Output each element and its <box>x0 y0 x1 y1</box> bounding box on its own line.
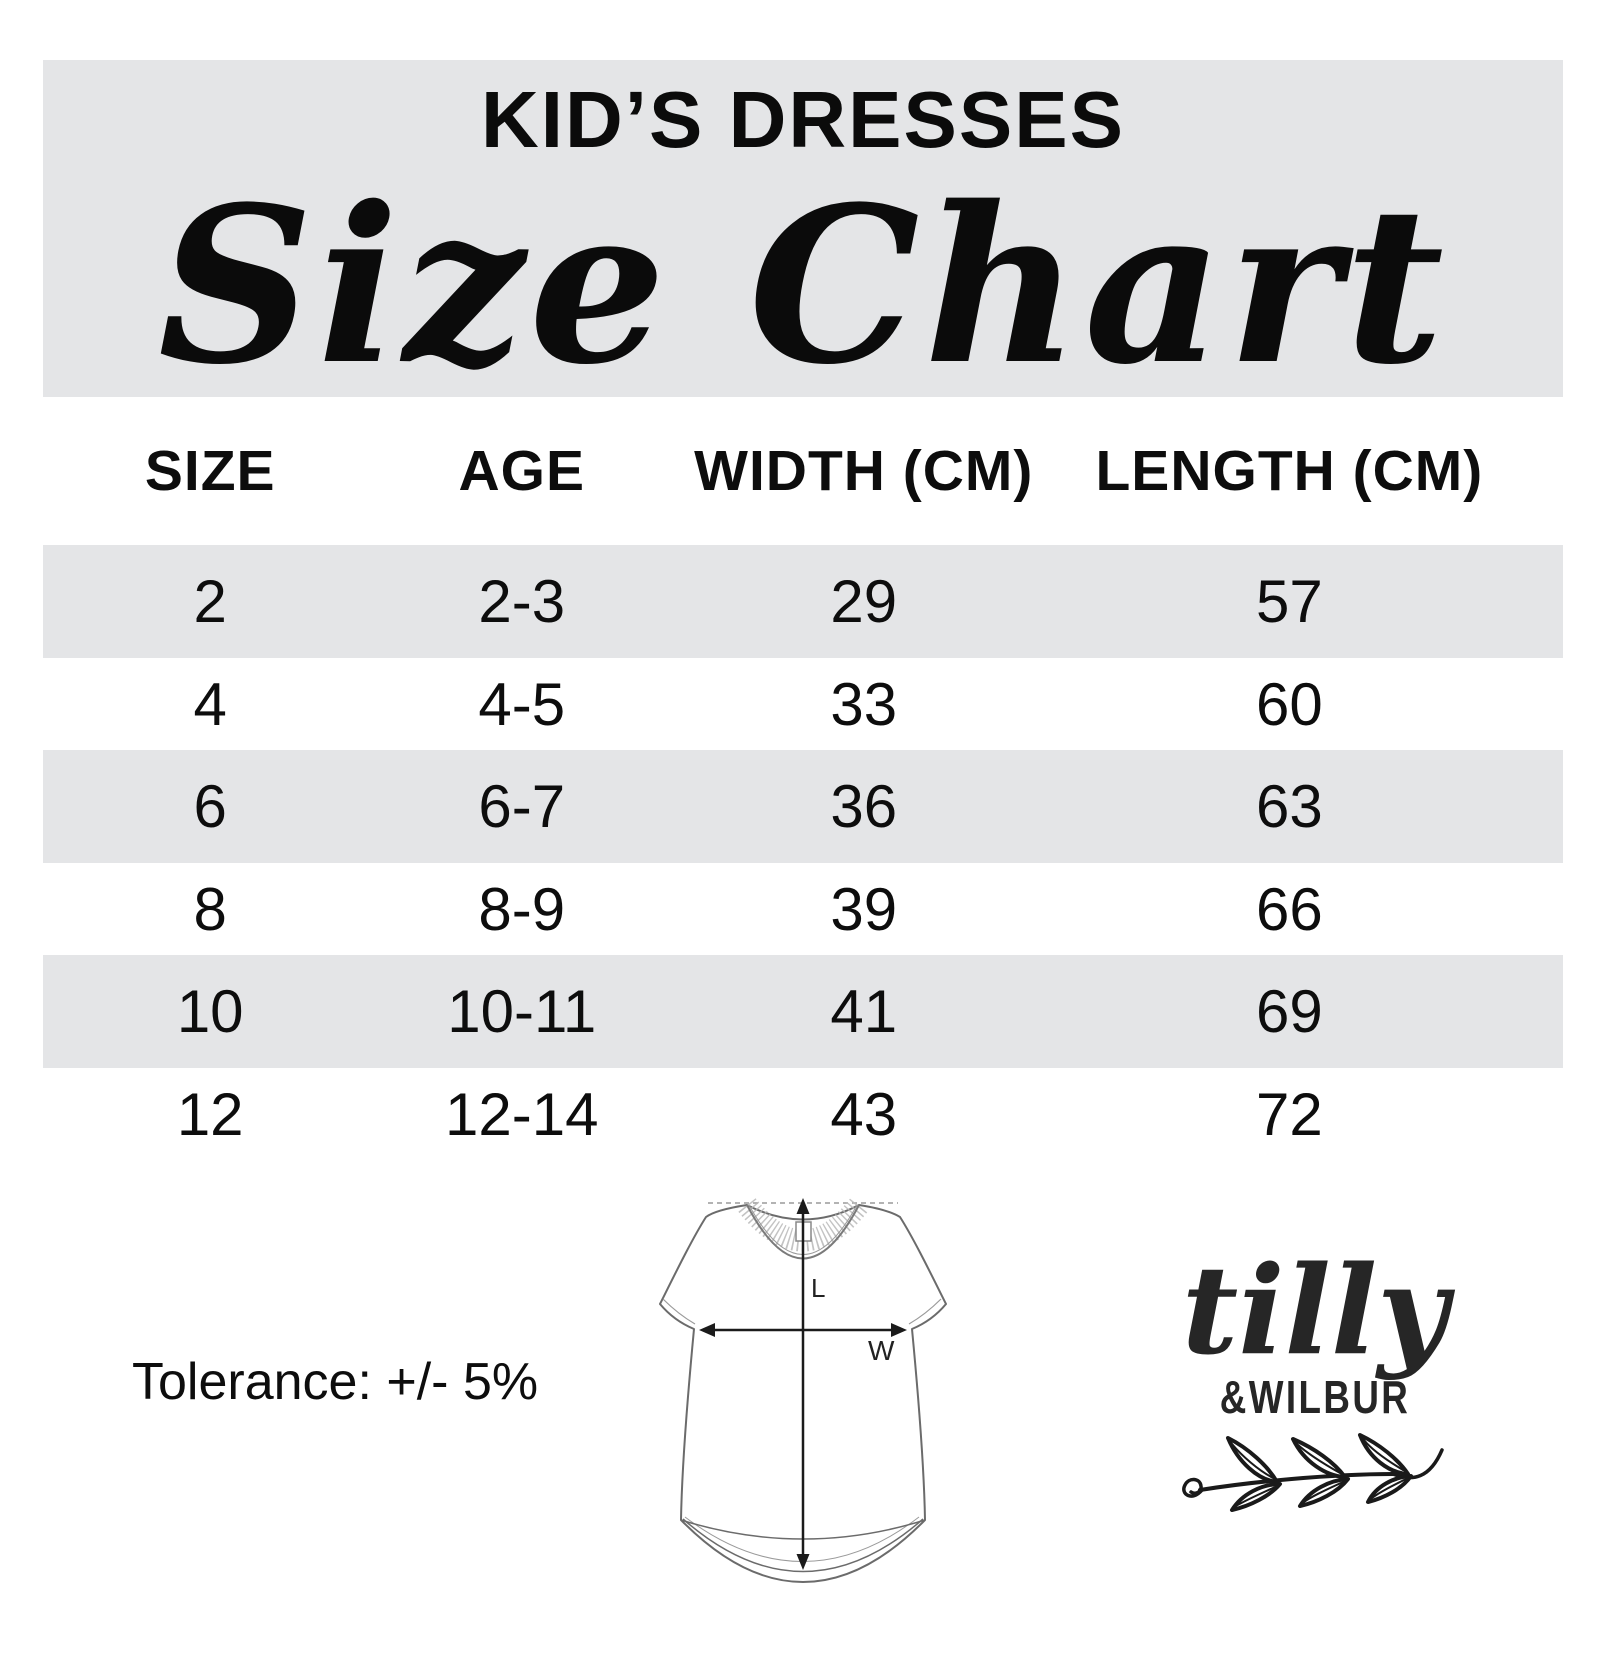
table-row <box>43 955 1563 1068</box>
length-cell: 66 <box>1256 875 1323 943</box>
width-cell: 41 <box>830 978 898 1045</box>
size-cell: 12 <box>176 1080 244 1148</box>
column-header-age: AGE <box>458 439 586 503</box>
tolerance-note: Tolerance: +/- 5% <box>132 1353 539 1411</box>
size-cell: 8 <box>193 875 227 943</box>
laurel-branch-icon <box>1180 1432 1450 1522</box>
size-cell: 6 <box>193 773 227 840</box>
brand-logo <box>1150 1238 1480 1527</box>
garment-diagram-icon <box>650 1192 954 1602</box>
width-cell: 39 <box>830 875 898 943</box>
page-title: Size Chart <box>157 159 1448 412</box>
table-row <box>43 750 1563 863</box>
size-cell: 10 <box>176 978 244 1045</box>
column-header-length: LENGTH (CM) <box>1095 439 1484 503</box>
table-header-row <box>43 397 1563 545</box>
age-cell: 8-9 <box>478 875 566 943</box>
table-row <box>43 545 1563 658</box>
header-band <box>43 60 1563 412</box>
age-cell: 12-14 <box>445 1080 599 1148</box>
width-cell: 43 <box>830 1080 898 1148</box>
length-cell: 57 <box>1256 568 1323 635</box>
table-row <box>43 1068 1563 1160</box>
width-cell: 29 <box>830 568 898 635</box>
size-cell: 2 <box>193 568 227 635</box>
age-cell: 10-11 <box>447 978 597 1045</box>
category-title: KID’S DRESSES <box>481 75 1125 164</box>
length-cell: 63 <box>1256 773 1323 840</box>
table-row <box>43 658 1563 750</box>
age-cell: 4-5 <box>478 670 566 738</box>
length-cell: 69 <box>1256 978 1323 1045</box>
column-header-width: WIDTH (CM) <box>694 439 1034 503</box>
length-arrow-label: L <box>811 1273 826 1303</box>
width-cell: 36 <box>830 773 898 840</box>
size-table <box>43 545 1563 1160</box>
age-cell: 6-7 <box>478 773 566 840</box>
length-cell: 60 <box>1256 670 1323 738</box>
table-row <box>43 863 1563 955</box>
width-cell: 33 <box>830 670 898 738</box>
brand-name-caps: &WILBUR <box>1219 1371 1411 1424</box>
size-cell: 4 <box>193 670 227 738</box>
length-cell: 72 <box>1256 1080 1323 1148</box>
column-header-size: SIZE <box>144 439 276 503</box>
age-cell: 2-3 <box>478 568 566 635</box>
width-arrow-label: W <box>868 1335 895 1366</box>
brand-name-script: tilly <box>1181 1238 1449 1382</box>
